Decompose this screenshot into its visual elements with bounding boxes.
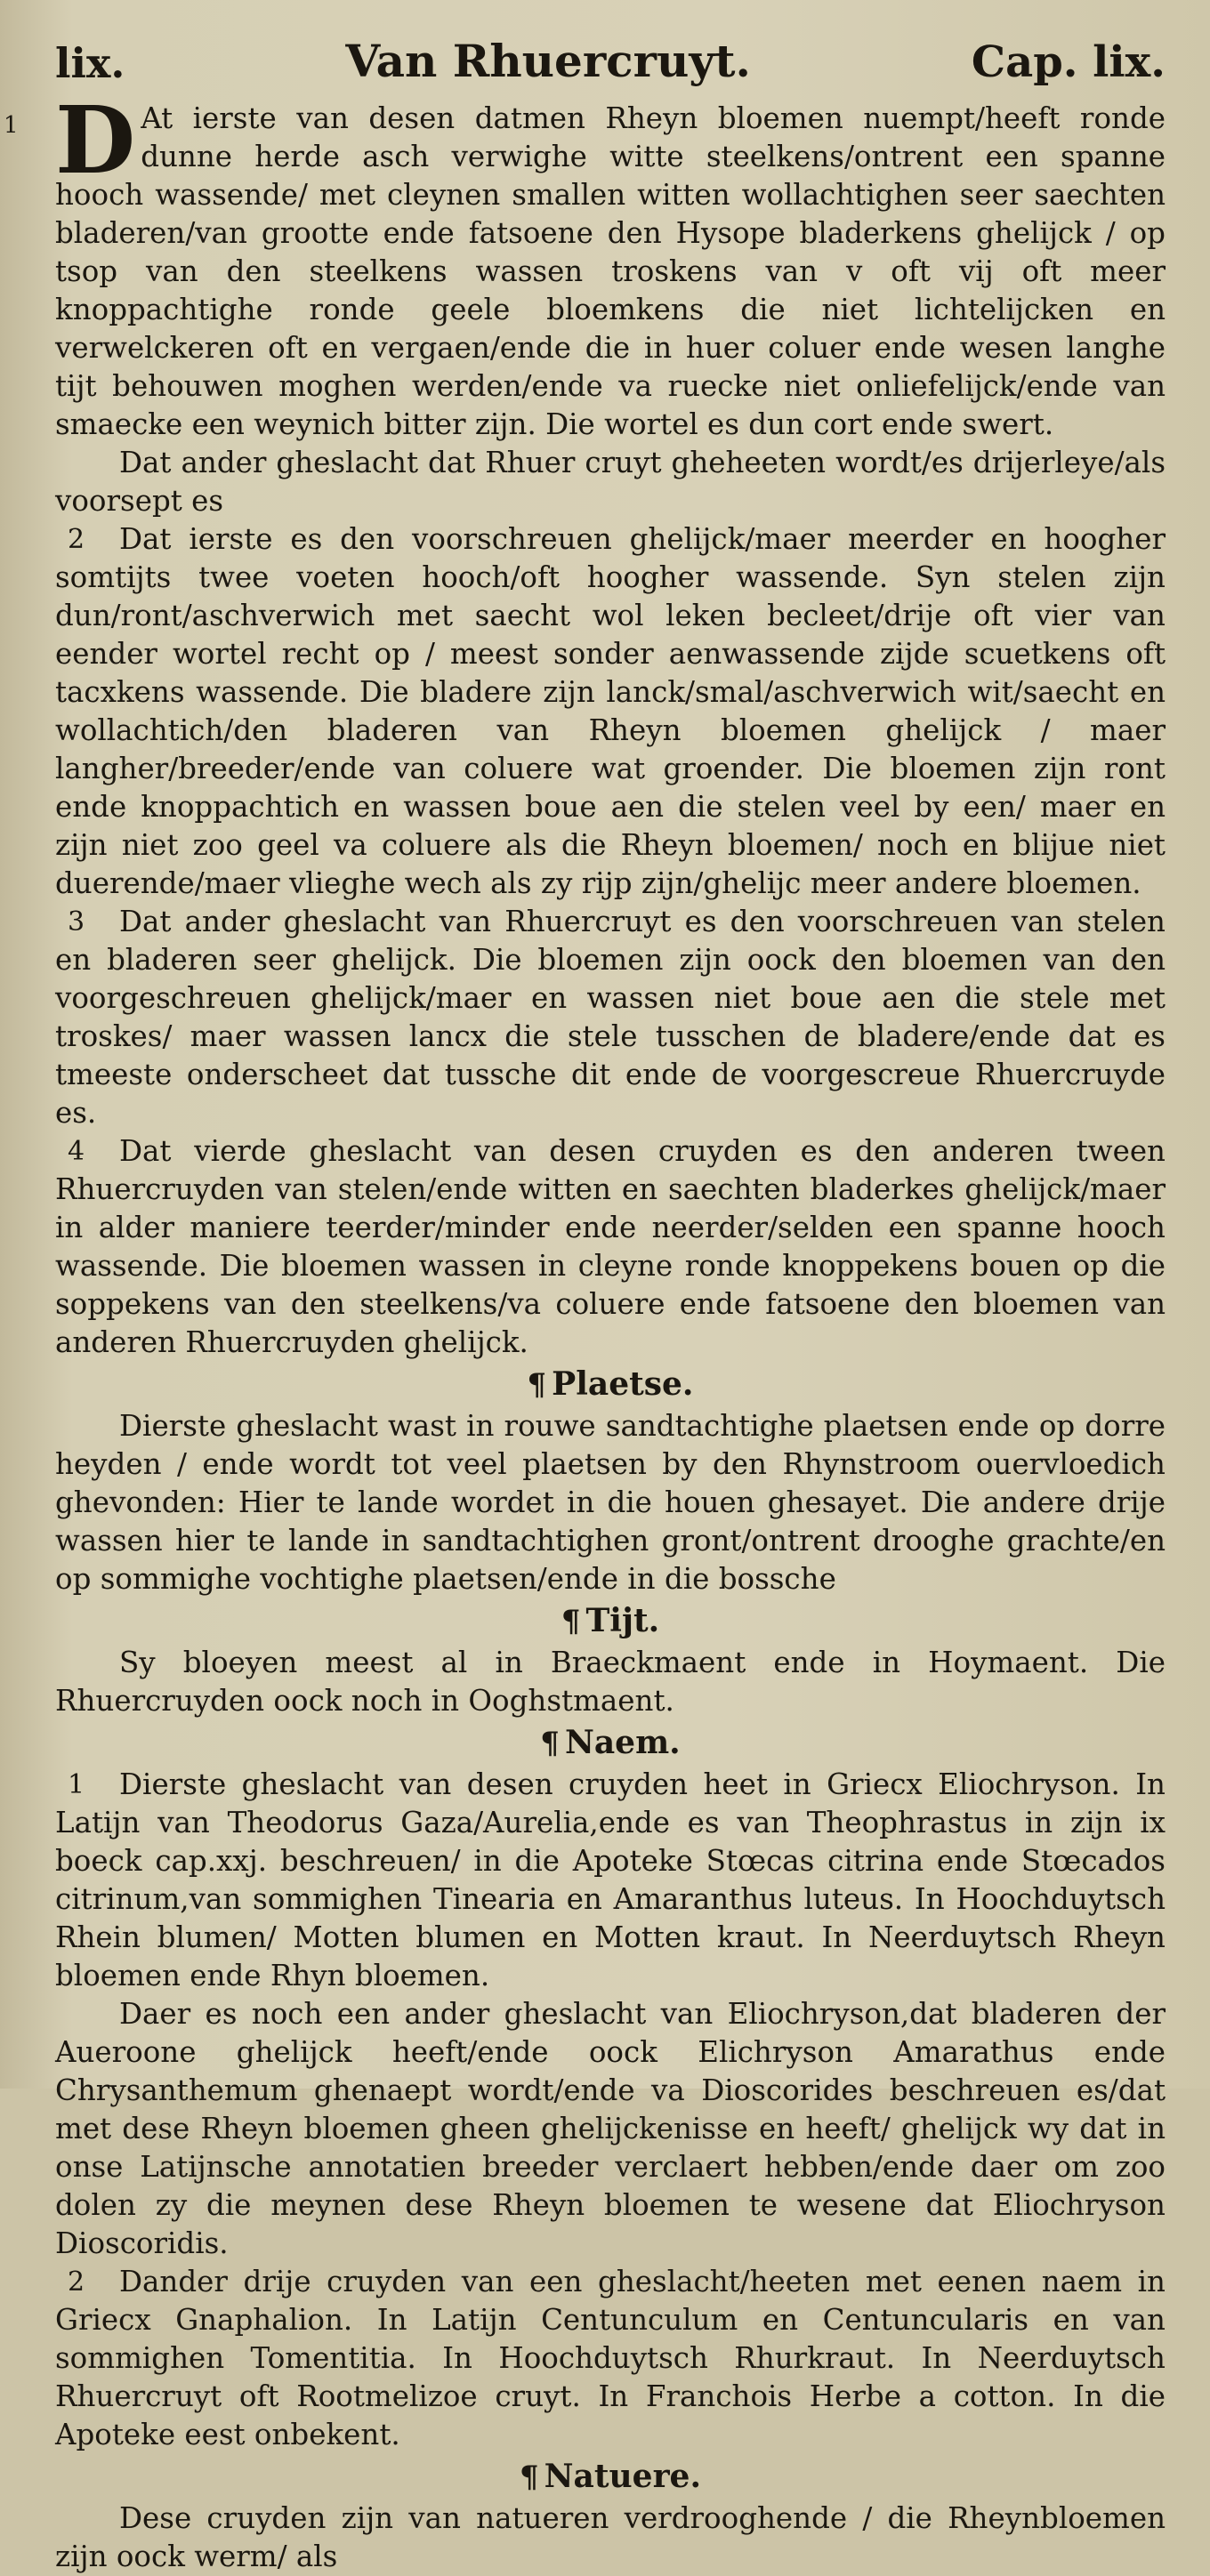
paragraph-text: Dat ander gheslacht van Rhuercruyt es den voorschreuen van stelen en bladeren seer ghelijck. Die bloemen zijn oock den bloemen van den voorgeschreuen ghelijck/maer en wassen niet boue aen die stele met troskes/ maer wassen lancx die stele tusschen de bladere/ende dat es tmeeste onderscheet dat tussche dit ende de voorgescreue Rhuercruyde es. (55, 905, 1166, 1130)
paragraph-text: At ierste van desen datmen Rheyn bloemen nuempt/heeft ronde dunne herde asch verwighe witte steelkens/ontrent een spanne hooch wassende/ met cleynen smallen witten wollachtighen seer saechten bladeren/van grootte ende fatsoene den Hysope bladerkens ghelijck / op tsop van den steelkens wassen troskens van v oft vij oft meer knoppachtighe ronde geele bloemkens die niet lichtelijcken en verwelckeren oft en vergaen/ende die in huer coluer ende wesen langhe tijt behouwen moghen werden/ende va ruecke niet onliefelijck/ende van smaecke een weynich bitter zijn. Die wortel es dun cort ende swert. (55, 101, 1166, 441)
paragraph-text: Dander drije cruyden van een gheslacht/heeten met eenen naem in Griecx Gnaphalion. In Latijn Centunculum en Centuncularis en van sommighen Tomentitia. In Hoochduytsch Rhurkraut. In Neerduytsch Rhuercruyt oft Rootmelizoe cruyt. In Franchois Herbe a cotton. In die Apoteke eest onbekent. (55, 2265, 1166, 2451)
pilcrow-icon: ¶ (561, 1604, 581, 1639)
page-header (55, 27, 1166, 87)
section-title: Tijt. (585, 1602, 660, 1639)
paragraph-description-3 (55, 903, 1166, 1132)
paragraph-text: Dierste gheslacht van desen cruyden heet in Griecx Eliochryson. In Latijn van Theodorus Gaza/Aurelia,ende es van Theophrastus in zijn ix boeck cap.xxj. beschreuen/ in die Apoteke Stœcas citrina ende Stœcados citrinum,van sommighen Tinearia en Amaranthus luteus. In Hoochduytsch Rhein blumen/ Motten blumen en Motten kraut. In Neerduytsch Rheyn bloemen ende Rhyn bloemen. (55, 1767, 1166, 1992)
paragraph-natuere: Dese cruyden zijn van natueren verdrooghende / die Rheynbloemen zijn oock werm/ als (55, 2501, 1166, 2573)
section-title: Plaetse. (552, 1365, 694, 1403)
margin-number-1: 1 (4, 112, 19, 139)
pilcrow-icon: ¶ (540, 1726, 560, 1761)
section-title: Natuere. (544, 2458, 701, 2495)
paragraph-naem-other: Daer es noch een ander gheslacht van Eliochryson,dat bladeren der Aueroone ghelijck heeft/ende oock Elichryson Amarathus ende Chrysanthemum ghenaept wordt/ende va Dioscorides beschreuen es/dat met dese Rheyn bloemen gheen ghelijckenisse en heeft/ ghelijck wy dat in onse Latijnsche annotatien breeder verclaert hebben/ende daer om zoo dolen zy die meynen dese Rheyn bloemen te wesene dat Eliochryson Dioscoridis. (55, 1997, 1166, 2260)
margin-number-4: 4 (68, 1136, 85, 1167)
paragraph-naem-1 (55, 1766, 1166, 1995)
drop-capital: D (55, 85, 136, 195)
paragraph-description-1 (4, 85, 1166, 444)
margin-number-3: 3 (68, 906, 85, 938)
section-heading-tijt (55, 1600, 1166, 1642)
paragraph-description-2 (55, 520, 1166, 903)
paragraph-intro-kinds: Dat ander gheslacht dat Rhuer cruyt gheheeten wordt/es drijerleye/als voorsept es (55, 446, 1166, 518)
margin-number-naem-2: 2 (68, 2266, 85, 2298)
section-heading-naem (55, 1722, 1166, 1764)
section-heading-plaetse (55, 1364, 1166, 1405)
paragraph-text: Dat ierste es den voorschreuen ghelijck/maer meerder en hoogher somtijts twee voeten hooch/oft hoogher wassende. Syn stelen zijn dun/ront/aschverwich met saecht wol leken becleet/drije oft vier van eender wortel recht op / meest sonder aenwassende zijde scuetkens oft tacxkens wassende. Die bladere zijn lanck/smal/aschverwich wit/saecht en wollachtich/den bladeren van Rheyn bloemen ghelijck / maer langher/breeder/ende van coluere wat groender. Die bloemen zijn ront ende knoppachtich en wassen boue aen die stelen veel by een/ maer en zijn niet zoo geel va coluere als die Rheyn bloemen/ noch en blijue niet duerende/maer vlieghe wech als zy rijp zijn/ghelijc meer andere bloemen. (55, 522, 1166, 900)
paragraph-naem-2 (55, 2263, 1166, 2454)
chapter-number: Cap. lix. (971, 37, 1166, 87)
paragraph-description-4 (55, 1132, 1166, 1362)
pilcrow-icon: ¶ (520, 2459, 539, 2495)
running-title: Van Rhuercruyt. (345, 35, 751, 87)
pilcrow-icon: ¶ (527, 1367, 547, 1403)
paragraph-tijt: Sy bloeyen meest al in Braeckmaent ende in Hoymaent. Die Rhuercruyden oock noch in Ooghstmaent. (55, 1646, 1166, 1718)
folio-number: lix. (55, 39, 125, 87)
paragraph-plaetse: Dierste gheslacht wast in rouwe sandtachtighe plaetsen ende op dorre heyden / ende wordt tot veel plaetsen by den Rhynstroom ouervloedich ghevonden: Hier te lande wordet in die houen ghesayet. Die andere drije wassen hier te lande in sandtachtighen gront/ontrent drooghe grachte/en op sommighe vochtighe plaetsen/ende in die bossche (55, 1409, 1166, 1596)
section-heading-natuere (55, 2456, 1166, 2498)
margin-number-naem-1: 1 (68, 1769, 85, 1800)
section-title: Naem. (564, 1724, 681, 1761)
margin-number-2: 2 (68, 524, 85, 555)
paragraph-text: Dat vierde gheslacht van desen cruyden es den anderen tween Rhuercruyden van stelen/ende witten en saechten bladerkes ghelijck/maer in alder maniere teerder/minder ende neerder/selden een spanne hooch wassende. Die bloemen wassen in cleyne ronde knoppekens bouen op die soppekens van den steelkens/va coluere ende fatsoene den bloemen van anderen Rhuercruyden ghelijck. (55, 1134, 1166, 1359)
